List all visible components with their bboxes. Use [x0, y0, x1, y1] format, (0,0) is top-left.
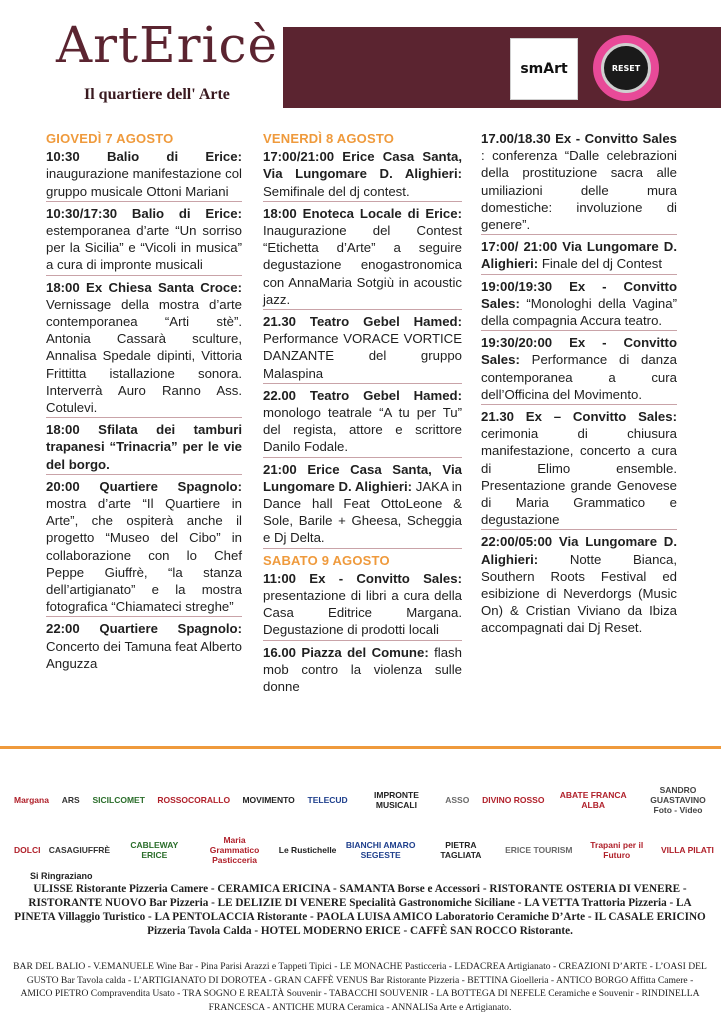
- event-item: [46, 421, 242, 475]
- section-divider: [0, 746, 721, 749]
- event-description: estemporanea d’arte “Un sorriso per la Sicilia” e “Vicoli in musica” a cura di impronte musicali: [46, 223, 242, 273]
- event-description: cerimonia di chiusura manifestazione, concerto a cura di Elimo ensemble. Presentazione grande Genovese di Maria Grammatico e degustazione: [481, 426, 677, 528]
- event-description: flash mob contro la violenza sulle donne: [263, 644, 462, 695]
- event-time-place: 22.00 Teatro Gebel Hamed:: [263, 387, 462, 403]
- event-time-place: 10:30/17:30 Balio di Erice:: [46, 205, 242, 221]
- event-time-place: 18:00 Enoteca Locale di Erice:: [263, 205, 462, 221]
- sponsor-logo: CABLEWAY ERICE: [130, 840, 179, 860]
- event-description: JAKA in Dance hall Feat OttoLeone & Sole, Barile + Gheesa, Scheggia e Dj Delta.: [263, 478, 462, 546]
- sponsor-logo: TELECUD: [307, 795, 348, 805]
- sponsor-logo: MOVIMENTO: [242, 795, 295, 805]
- event-item: [263, 313, 462, 384]
- sponsor-logo: Trapani per il Futuro: [590, 840, 644, 860]
- sponsor-logo: VILLA PILATI: [660, 845, 714, 855]
- event-item: [481, 238, 677, 274]
- event-time-place: 21:00 Erice Casa Santa, Via Lungomare D. Alighieri:: [263, 461, 462, 494]
- event-item: [481, 408, 677, 530]
- event-item: [263, 570, 462, 641]
- reset-logo: [593, 35, 659, 101]
- event-description: Vernissage della mostra d’arte contemporanea “Arti stè”. Antonia Cassarà sculture, Annalisa Spedale dipinti, Vittoria Frittitta istallazione sonora. Interverrà Auro Ranno Ass. Cotulevi.: [46, 296, 242, 416]
- event-time-place: 10:30 Balio di Erice:: [46, 149, 242, 165]
- thanks-list-secondary: BAR DEL BALIO - V.EMANUELE Wine Bar - Pina Parisi Arazzi e Tappeti Tipici - LE MONACHE Pasticceria - LEDACREA Artigianato - CREAZIONI D’ARTE - L’OASI DEL GUSTO Bar Tavola calda - L’ARTIGIANATO DI DOROTEA - GRAN CAFFÈ VENUS Bar Ristorante Pizzeria - BETTINA Gioelleria - ANTICO BORGO Affitta Camere - AMICO PIETRO Compravendita Usato - TRA SOGNO E REALTÀ Souvenir - TABACCHI SOUVENIR - LA BOTTEGA DI NEFELE Ceramiche e Souvenir - RINDINELLA FRANCESCA - ANTICHE MURA Ceramica - ANNALISa Arte e Artigianato.: [13, 961, 707, 1013]
- thanks-list-primary: ULISSE Ristorante Pizzeria Camere - CERAMICA ERICINA - SAMANTA Borse e Accessori - RISTORANTE OSTERIA DI VENERE - RISTORANTE NUOVO Bar Pizzeria - LE DELIZIE DI VENERE Specialità Gastronomiche Siciliane - LA VETTA Trattoria Pizzeria - LA PINETA Villaggio Turistico - LA PENTOLACCIA Ristorante - PAOLA LUISA AMICO Laboratorio Ceramiche D’Arte - IL CASALE ERICINO Pizzeria Tavola Calda - HOTEL MODERNO ERICE - CAFFÈ SAN ROCCO Ristorante.: [14, 883, 706, 937]
- sponsor-logo: PIETRA TAGLIATA: [440, 840, 482, 860]
- event-description: inaugurazione manifestazione col gruppo musicale Ottoni Mariani: [46, 166, 242, 199]
- day-heading: SABATO 9 AGOSTO: [263, 552, 390, 568]
- smart-logo-text: smArt: [520, 61, 568, 77]
- event-time-place: 18:00 Sfilata dei tamburi trapanesi “Trinacria” per le vie del borgo.: [46, 422, 242, 472]
- sponsor-logo: DOLCI: [14, 845, 41, 855]
- event-item: [263, 644, 462, 697]
- event-description: Inaugurazione del Contest “Etichetta d’Arte” a seguire degustazione enogastronomica con AnnaMaria Sotgiù in acoustic jazz.: [263, 223, 462, 307]
- event-time-place: 16.00 Piazza del Comune:: [263, 644, 429, 660]
- event-item: [481, 278, 677, 332]
- event-time-place: 21.30 Ex – Convitto Sales:: [481, 409, 677, 425]
- day-heading: GIOVEDÌ 7 AGOSTO: [46, 131, 174, 146]
- event-description: Performance di danza contemporanea a cura dell’Officina del Movimento.: [481, 352, 677, 402]
- event-item: [263, 461, 462, 549]
- event-description: Notte Bianca, Southern Roots Festival ed esibizione di Neverdorgs (Music On) & Cristian Viviano da Ibiza accompagnati dai Dj Reset.: [481, 551, 677, 636]
- event-description: Finale del dj Contest: [538, 256, 663, 272]
- smart-logo: [510, 38, 578, 100]
- event-item: [46, 478, 242, 618]
- event-time-place: 11:00 Ex - Convitto Sales:: [263, 570, 462, 586]
- event-description: Concerto dei Tamuna feat Alberto Anguzza: [46, 638, 242, 671]
- event-description: monologo teatrale “A tu per Tu” del regista, attore e scrittore Danilo Fodale.: [263, 405, 462, 455]
- ringraziamo-label: Si Ringraziano: [30, 871, 93, 881]
- event-description: presentazione di libri a cura della Casa Editrice Margana. Degustazione di prodotti locali: [263, 588, 462, 638]
- program-column-2: [263, 130, 462, 699]
- event-description: “Monologhi della Vagina” della compagnia Accura teatro.: [481, 295, 677, 329]
- program-column-1: [46, 130, 242, 676]
- sponsor-logo: SANDRO GUASTAVINO Foto - Video: [650, 785, 706, 815]
- event-item: [263, 387, 462, 458]
- event-time-place: 22:00 Quartiere Spagnolo:: [46, 621, 242, 637]
- event-description: Semifinale del dj contest.: [263, 183, 410, 199]
- event-item: [481, 130, 677, 235]
- reset-logo-text: RESET: [611, 63, 641, 73]
- sponsor-logo: SICILCOMET: [92, 795, 145, 805]
- sponsor-logo: CASAGIUFFRÈ: [48, 845, 111, 855]
- sponsor-row-2: [14, 830, 714, 870]
- event-item: [263, 148, 462, 202]
- sponsor-logo: IMPRONTE MUSICALI: [374, 790, 419, 810]
- day-heading: VENERDÌ 8 AGOSTO: [263, 131, 395, 146]
- sponsor-row-1: [14, 770, 714, 830]
- sponsor-logo: BIANCHI AMARO SEGESTE: [345, 840, 416, 860]
- sponsor-logo: ERICE TOURISM: [505, 845, 573, 855]
- program-column-3: [481, 130, 677, 641]
- reset-logo-inner: [601, 43, 651, 93]
- sponsor-logo: Le Rustichelle: [278, 845, 337, 855]
- event-item: [481, 334, 677, 405]
- event-item: [46, 279, 242, 419]
- event-item: [263, 205, 462, 310]
- brand-title: ArtEricè: [56, 16, 279, 74]
- event-time-place: 21.30 Teatro Gebel Hamed:: [263, 314, 462, 330]
- event-time-place: 19:00/19:30 Ex - Convitto Sales:: [481, 278, 677, 311]
- event-time-place: 17:00/ 21:00 Via Lungomare D. Alighieri:: [481, 239, 677, 272]
- event-item: [481, 533, 677, 637]
- sponsor-logo: Margana: [14, 795, 49, 805]
- sponsor-logo: ROSSOCORALLO: [157, 795, 231, 805]
- sponsor-logo: DIVINO ROSSO: [482, 795, 545, 805]
- event-description: : conferenza “Dalle celebrazioni della prostituzione sacra alle umiliazioni delle mura domestiche: involuzione di genere”.: [481, 148, 677, 233]
- event-description: mostra d’arte “Il Quartiere in Arte”, che ospiterà anche il progetto “Museo del Cibo” in collaborazione con lo Chef Peppe Giuffrè, “la stanza dell’artigianato” e la mostra fotografica “Chiamateci streghe”: [46, 496, 242, 615]
- event-time-place: 17:00/21:00 Erice Casa Santa, Via Lungomare D. Alighieri:: [263, 149, 462, 182]
- event-time-place: 20:00 Quartiere Spagnolo:: [46, 478, 242, 494]
- event-time-place: 17.00/18.30 Ex - Convitto Sales: [481, 131, 677, 146]
- event-time-place: 22:00/05:00 Via Lungomare D. Alighieri:: [481, 534, 677, 567]
- event-item: [46, 148, 242, 202]
- event-item: [46, 205, 242, 276]
- sponsor-logo: Maria Grammatico Pasticceria: [209, 835, 260, 865]
- brand-subtitle: Il quartiere dell' Arte: [84, 86, 230, 103]
- event-time-place: 18:00 Ex Chiesa Santa Croce:: [46, 279, 242, 295]
- sponsor-logo: ASSO: [445, 795, 470, 805]
- event-time-place: 19:30/20:00 Ex - Convitto Sales:: [481, 335, 677, 368]
- sponsor-logo: ARS: [61, 795, 80, 805]
- event-description: Performance VORACE VORTICE DANZANTE del gruppo Malaspina: [263, 331, 462, 381]
- sponsor-logo: ABATE FRANCA ALBA: [559, 790, 627, 810]
- event-item: [46, 620, 242, 673]
